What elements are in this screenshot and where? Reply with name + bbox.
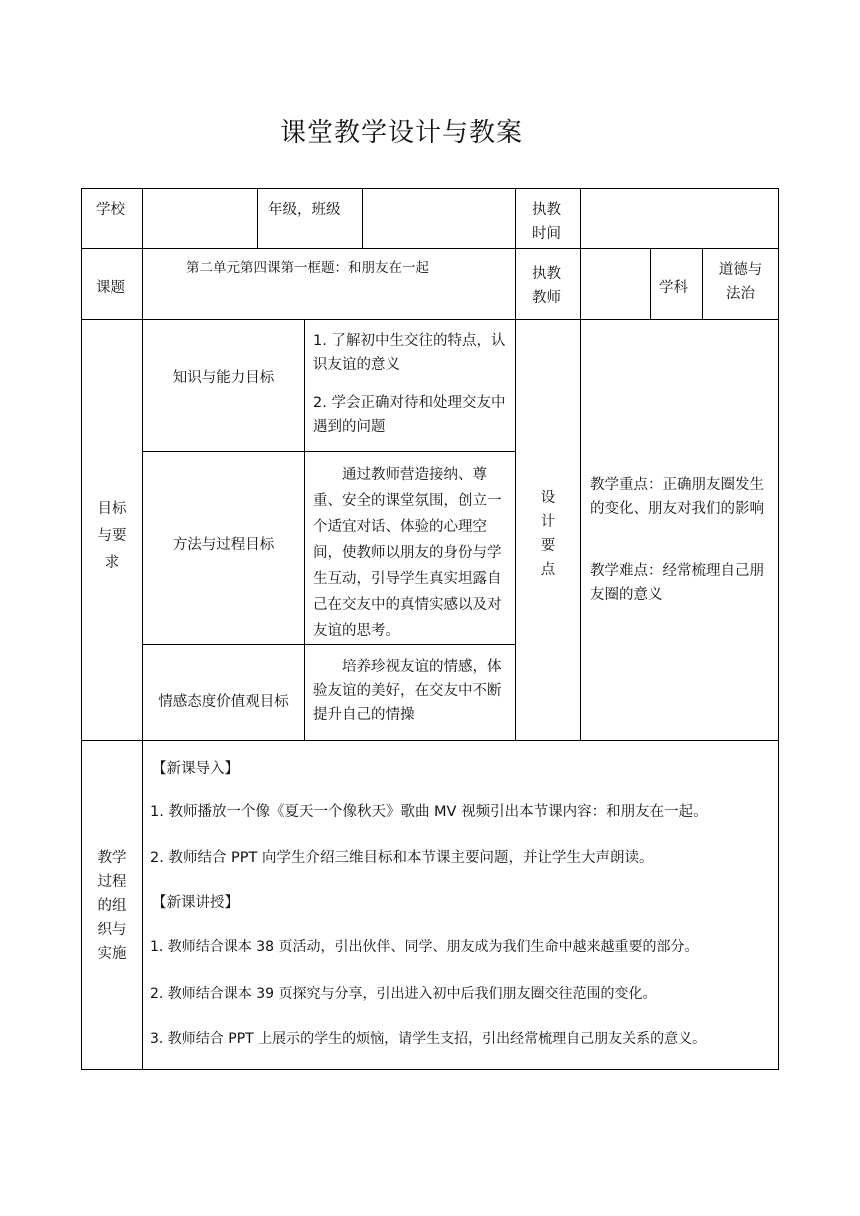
lesson-item: 1. 教师结合课本 38 页活动，引出伙伴、同学、朋友成为我们生命中越来越重要的部分。 — [150, 939, 699, 955]
grade-class-label: 年级，班级 — [268, 202, 341, 218]
topic-value: 第二单元第四课第一框题：和朋友在一起 — [186, 260, 429, 276]
row-divider — [81, 740, 778, 741]
column-divider — [515, 188, 516, 741]
topic-label: 课题 — [96, 280, 125, 296]
knowledge-item: 2. 学会正确对待和处理交友中遇到的问题 — [313, 395, 506, 435]
intro-item: 2. 教师结合 PPT 向学生介绍三维目标和本节课主要问题，并让学生大声朗读。 — [150, 850, 654, 866]
emotion-values-label: 情感态度价值观目标 — [158, 694, 289, 710]
column-divider — [257, 188, 258, 249]
teacher-label: 执教 教师 — [532, 266, 561, 306]
table-border-top — [81, 188, 778, 189]
process-label: 教学 过程 的组 织与 实施 — [97, 850, 127, 962]
design-points-label: 设 计 要 点 — [540, 490, 556, 578]
row-divider — [81, 319, 778, 320]
difficult-point: 教学难点：经常梳理自己朋友圈的意义 — [590, 563, 764, 603]
row-divider — [142, 451, 515, 452]
method-process-text: 通过教师营造接纳、尊重、安全的课堂氛围，创立一个适宜对话、体验的心理空间，使教师以朋友的身份与学生互动，引导学生真实坦露自己在交友中的真情实感以及对友谊的思考。 — [313, 467, 502, 639]
intro-item: 1. 教师播放一个像《夏天一个像秋天》歌曲 MV 视频引出本节课内容：和朋友在一起。 — [150, 804, 708, 820]
teaching-time-label: 执教 时间 — [532, 202, 561, 242]
lesson-item: 3. 教师结合 PPT 上展示的学生的烦恼，请学生支招，引出经常梳理自己朋友关系的意义。 — [150, 1031, 707, 1047]
subject-label: 学科 — [659, 280, 688, 296]
column-divider — [650, 248, 651, 320]
subject-value: 道德与 法治 — [718, 262, 763, 302]
goals-label: 目标 与要 求 — [97, 501, 127, 571]
column-divider — [142, 188, 143, 1070]
column-divider — [580, 188, 581, 741]
table-border-right — [778, 188, 779, 1070]
method-process-label: 方法与过程目标 — [172, 537, 275, 553]
lesson-heading: 【新课讲授】 — [152, 895, 239, 911]
emotion-values-text: 培养珍视友谊的情感，体验友谊的美好，在交友中不断提升自己的情操 — [313, 659, 502, 723]
row-divider — [81, 248, 778, 249]
school-label: 学校 — [96, 202, 125, 218]
knowledge-ability-label: 知识与能力目标 — [172, 370, 275, 386]
row-divider — [142, 644, 515, 645]
lesson-item: 2. 教师结合课本 39 页探究与分享，引出进入初中后我们朋友圈交往范围的变化。 — [150, 986, 657, 1002]
key-point: 教学重点：正确朋友圈发生的变化、朋友对我们的影响 — [590, 477, 764, 517]
table-border-bottom — [81, 1069, 778, 1070]
intro-heading: 【新课导入】 — [152, 761, 239, 777]
column-divider — [304, 319, 305, 741]
document-title: 课堂教学设计与教案 — [280, 118, 524, 148]
knowledge-item: 1. 了解初中生交往的特点，认识友谊的意义 — [313, 333, 506, 373]
column-divider — [362, 188, 363, 249]
